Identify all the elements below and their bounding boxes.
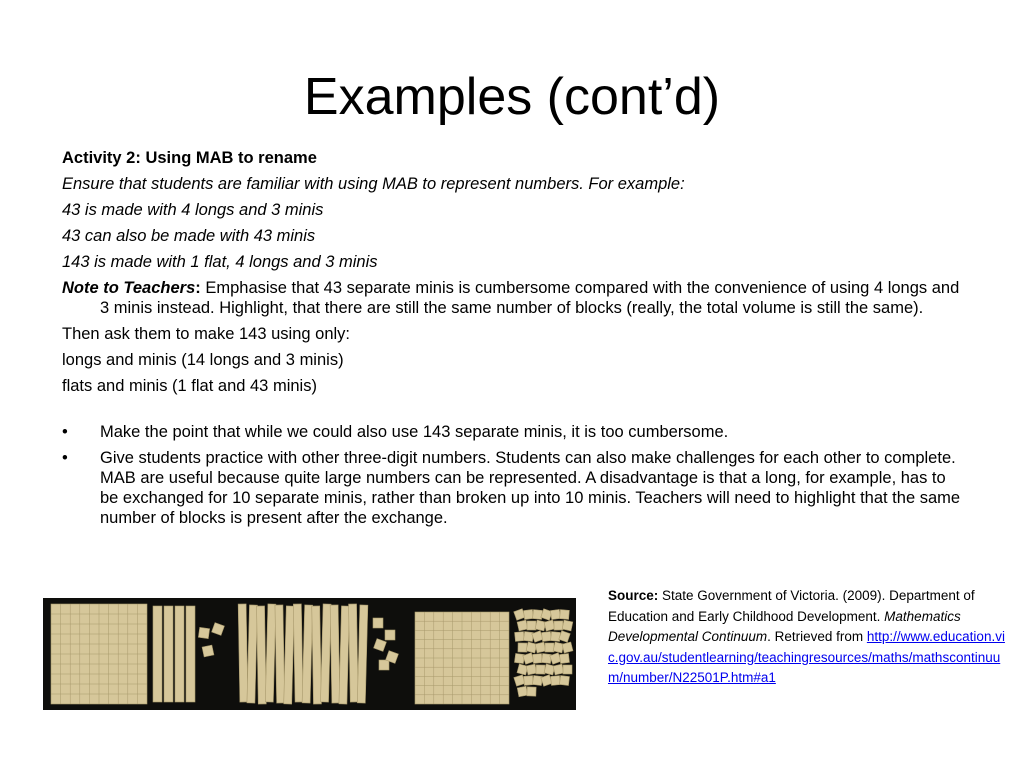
intro-text: Ensure that students are familiar with using MAB to represent numbers. For example: <box>62 175 685 193</box>
spacer <box>62 402 962 422</box>
mab-long <box>357 605 368 703</box>
mab-long <box>153 606 162 702</box>
mab-mini <box>517 664 528 675</box>
mab-mini <box>550 609 560 619</box>
mab-long <box>293 604 303 702</box>
mab-mini <box>527 621 536 630</box>
mab-mini <box>536 665 545 674</box>
mab-blocks-image <box>43 598 576 710</box>
mab-mini <box>559 675 569 685</box>
mab-long <box>284 606 295 704</box>
option-line: longs and minis (14 longs and 3 minis) <box>62 351 344 369</box>
example-line: 43 can also be made with 43 minis <box>62 227 316 245</box>
mab-mini <box>562 620 573 631</box>
mab-mini <box>202 645 214 657</box>
bullet-text: Give students practice with other three-digit numbers. Students can also make challenges for each other to complete. MAB are useful because quite large numbers can be represented. A disadvantage is that a long, for example, has to be exchanged for 10 separate minis, rather than broken up into 10 minis. Teachers will need to highlight that the same number of blocks is present after the exchange. <box>100 449 961 527</box>
then-ask-text: Then ask them to make 143 using only: <box>62 325 350 343</box>
mab-mini <box>535 620 546 631</box>
mab-long <box>339 606 350 704</box>
mab-mini <box>545 643 554 652</box>
mab-mini <box>559 653 569 663</box>
bullet-item <box>62 448 962 528</box>
activity-heading: Activity 2: Using MAB to rename <box>62 149 317 167</box>
mab-long <box>257 606 267 704</box>
source-text: State Government of Victoria. (2009). Department of Education and Early Childhood Development. <box>608 588 975 624</box>
mab-mini <box>523 609 533 619</box>
mab-mini <box>523 631 533 641</box>
mab-mini <box>551 676 561 686</box>
mab-mini <box>563 665 572 674</box>
mab-mini <box>526 642 537 653</box>
mab-mini <box>374 639 387 652</box>
source-text-retrieved: . Retrieved from <box>767 629 867 644</box>
example-line: 143 is made with 1 flat, 4 longs and 3 minis <box>62 253 378 271</box>
mab-blocks-photo <box>43 598 576 710</box>
mab-mini <box>541 653 551 663</box>
mab-long <box>186 606 195 702</box>
content-body <box>62 148 962 534</box>
mab-mini <box>554 621 563 630</box>
example-line: 43 is made with 4 longs and 3 minis <box>62 201 324 219</box>
mab-long <box>302 605 313 703</box>
note-paragraph <box>62 278 962 318</box>
mab-mini <box>373 618 383 628</box>
mab-mini <box>544 620 555 631</box>
mab-mini <box>551 632 561 642</box>
mab-long <box>330 605 340 703</box>
mab-long <box>312 606 322 704</box>
mab-long <box>265 604 276 702</box>
mab-mini <box>212 623 225 636</box>
mab-long <box>321 604 332 702</box>
mab-long <box>247 605 258 703</box>
option-line: flats and minis (1 flat and 43 minis) <box>62 377 317 395</box>
mab-mini <box>379 660 389 670</box>
mab-mini <box>514 653 524 663</box>
mab-mini <box>560 610 570 620</box>
mab-long <box>175 606 184 702</box>
slide-title: Examples (cont’d) <box>303 68 721 126</box>
mab-mini <box>527 687 536 696</box>
source-publication: Mathematics Developmental Continuum <box>608 608 961 644</box>
mab-mini <box>533 610 543 620</box>
mab-mini <box>198 627 209 638</box>
mab-mini <box>526 664 537 675</box>
mab-long <box>275 605 285 703</box>
mab-mini <box>517 686 528 697</box>
mab-mini <box>518 643 527 652</box>
mab-mini <box>515 632 525 642</box>
source-link[interactable]: http://www.education.vic.gov.au/studentlearning/teachingresources/maths/mathscontinuum/number/N22501P.htm#a1 <box>608 629 1005 685</box>
mab-mini <box>553 642 564 653</box>
source-citation <box>608 586 1008 689</box>
bullet-dot: • <box>62 449 68 467</box>
mab-mini <box>524 676 534 686</box>
mab-long <box>164 606 173 702</box>
mab-mini <box>562 642 573 653</box>
note-label: Note to Teachers <box>62 279 196 297</box>
mab-mini <box>517 620 528 631</box>
mab-long <box>238 604 248 702</box>
note-text: Emphasise that 43 separate minis is cumbersome compared with the convenience of using 4 longs and 3 minis instead. Highlight, that there are still the same number of blocks (really, the total volume is still the same). <box>100 279 960 317</box>
bullet-item <box>62 422 962 442</box>
source-label: Source: <box>608 588 659 603</box>
mab-mini <box>553 664 564 675</box>
mab-mini <box>544 664 555 675</box>
mab-mini <box>541 631 551 641</box>
mab-long <box>349 604 359 702</box>
mab-mini <box>533 654 543 664</box>
bullet-dot: • <box>62 423 68 441</box>
mab-mini <box>532 675 542 685</box>
mab-mini <box>535 642 546 653</box>
mab-mini <box>385 630 395 640</box>
bullet-text: Make the point that while we could also use 143 separate minis, it is too cumbersome. <box>100 423 729 441</box>
note-colon: : <box>195 279 201 297</box>
